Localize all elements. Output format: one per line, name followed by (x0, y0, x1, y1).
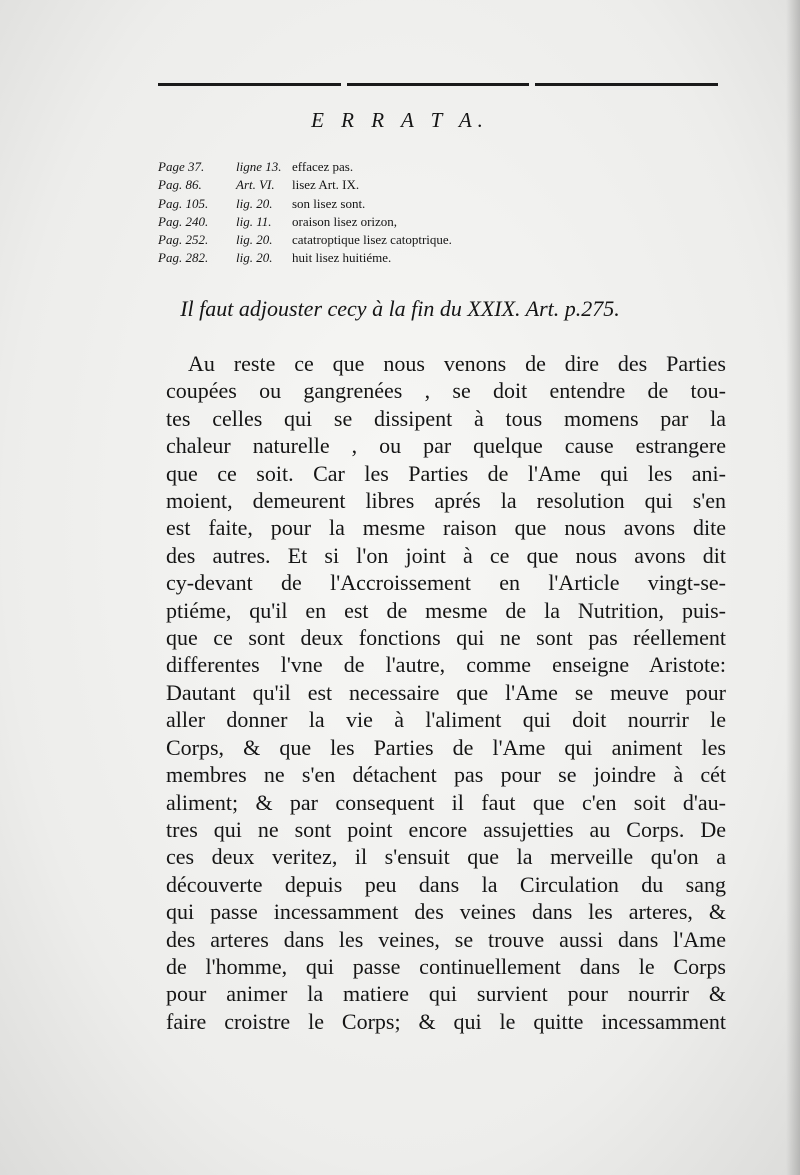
errata-line: Art. VI. (236, 177, 275, 193)
errata-row (158, 176, 718, 194)
body-line: cy-devant de l'Accroissement en l'Article vingt-se- (166, 570, 726, 596)
errata-correction: effacez pas. (292, 159, 354, 174)
body-line: tres qui ne sont point encore assujetties au Corps. De (166, 816, 726, 842)
header-rule (158, 82, 718, 88)
errata-row (158, 213, 718, 231)
body-paragraph (166, 350, 726, 1035)
body-line: pour animer la matiere qui survient pour nourrir & (166, 981, 726, 1007)
body-line: des arteres dans les veines, se trouve aussi dans l'Ame (166, 926, 726, 952)
body-line: membres ne s'en détachent pas pour se joindre à cét (166, 762, 726, 788)
body-line: Dautant qu'il est necessaire que l'Ame se meuve pour (166, 679, 726, 705)
errata-page: Pag. 86. (158, 177, 202, 193)
body-line: que ce soit. Car les Parties de l'Ame qui les ani- (166, 460, 726, 486)
errata-page: Pag. 105. (158, 195, 209, 211)
body-line: faire croistre le Corps; & qui le quitte incessamment (166, 1008, 726, 1034)
body-line: chaleur naturelle , ou par quelque cause estrangere (166, 433, 726, 459)
body-line: découverte depuis peu dans la Circulation du sang (166, 871, 726, 897)
errata-page: Pag. 240. (158, 213, 209, 229)
body-line: moient, demeurent libres aprés la resolution qui s'en (166, 488, 726, 514)
errata-correction: huit lisez huitiéme. (292, 250, 392, 266)
header-rule-right (535, 83, 718, 86)
errata-line: lig. 20. (236, 232, 273, 248)
errata-page: Pag. 282. (158, 250, 209, 266)
body-line: des autres. Et si l'on joint à ce que nous avons dit (166, 542, 726, 568)
body-line: de l'homme, qui passe continuellement dans le Corps (166, 953, 726, 979)
body-line: aller donner la vie à l'aliment qui doit nourrir le (166, 707, 726, 733)
body-line: differentes l'vne de l'autre, comme enseigne Aristote: (166, 652, 726, 678)
body-line: Corps, & que les Parties de l'Ame qui animent les (166, 734, 726, 760)
errata-row (158, 195, 718, 213)
body-line: que ce sont deux fonctions qui ne sont pas réellement (166, 625, 726, 651)
header-rule-left (158, 83, 341, 86)
page-spine-shadow (786, 0, 800, 1175)
errata-row (158, 231, 718, 249)
body-line: coupées ou gangrenées , se doit entendre de tou- (166, 378, 726, 404)
errata-correction: oraison lisez orizon, (292, 213, 398, 229)
body-line: tes celles qui se dissipent à tous momens par la (166, 405, 726, 431)
errata-correction: lisez Art. IX. (292, 177, 360, 193)
errata-line: lig. 11. (236, 213, 272, 229)
errata-page: Pag. 252. (158, 232, 209, 248)
errata-correction: son lisez sont. (292, 195, 366, 211)
errata-list (158, 158, 718, 268)
errata-correction: catatroptique lisez catoptrique. (292, 232, 452, 248)
body-line: ces deux veritez, il s'ensuit que la merveille qu'on a (166, 844, 726, 870)
errata-title: E R R A T A. (311, 108, 489, 132)
errata-page: Page 37. (158, 159, 205, 174)
addendum-heading: Il faut adjouster cecy à la fin du XXIX. Art. p.275. (180, 296, 620, 321)
header-rule-middle (347, 83, 530, 86)
errata-line: ligne 13. (236, 159, 282, 174)
body-line: Au reste ce que nous venons de dire des Parties (188, 351, 726, 376)
errata-line: lig. 20. (236, 250, 273, 266)
body-line: ptiéme, qu'il en est de mesme de la Nutrition, puis- (166, 597, 726, 623)
errata-line: lig. 20. (236, 195, 273, 211)
body-line: est faite, pour la mesme raison que nous avons dite (166, 515, 726, 541)
body-line: qui passe incessamment des veines dans les arteres, & (166, 899, 726, 925)
body-line: aliment; & par consequent il faut que c'en soit d'au- (166, 789, 726, 815)
errata-row (158, 249, 718, 267)
errata-row (158, 158, 718, 176)
